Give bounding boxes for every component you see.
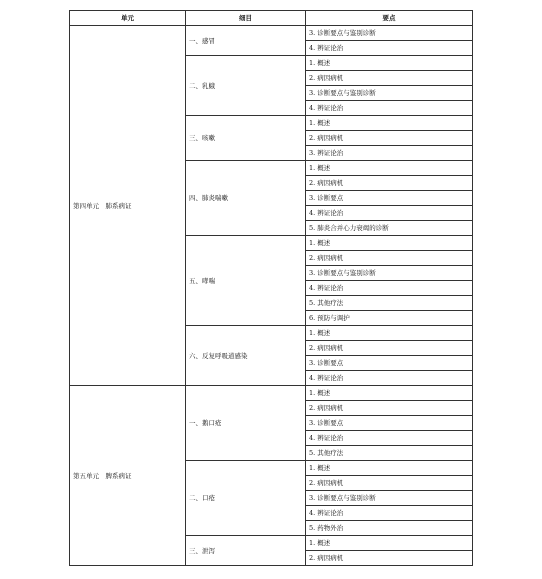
point-cell: 5. 药物外治 xyxy=(306,521,473,536)
header-row xyxy=(70,11,473,26)
point-cell: 2. 病因病机 xyxy=(306,401,473,416)
item-cell: 一、感冒 xyxy=(186,26,306,56)
point-cell: 3. 诊断要点 xyxy=(306,191,473,206)
point-cell: 5. 肺炎合并心力衰竭的诊断 xyxy=(306,221,473,236)
point-cell: 6. 预防与调护 xyxy=(306,311,473,326)
header-unit: 单元 xyxy=(70,11,186,26)
item-cell: 四、肺炎喘嗽 xyxy=(186,161,306,236)
item-cell: 二、乳蛾 xyxy=(186,56,306,116)
point-cell: 4. 辨证论治 xyxy=(306,371,473,386)
point-cell: 1. 概述 xyxy=(306,236,473,251)
point-cell: 4. 辨证论治 xyxy=(306,101,473,116)
point-cell: 3. 诊断要点与鉴别诊断 xyxy=(306,266,473,281)
point-cell: 4. 辨证论治 xyxy=(306,281,473,296)
table-row xyxy=(70,386,473,401)
item-cell: 二、口疮 xyxy=(186,461,306,536)
point-cell: 3. 诊断要点与鉴别诊断 xyxy=(306,491,473,506)
point-cell: 2. 病因病机 xyxy=(306,176,473,191)
point-cell: 1. 概述 xyxy=(306,116,473,131)
point-cell: 4. 辨证论治 xyxy=(306,431,473,446)
point-cell: 2. 病因病机 xyxy=(306,551,473,566)
syllabus-table xyxy=(69,10,473,566)
point-cell: 4. 辨证论治 xyxy=(306,206,473,221)
point-cell: 4. 辨证论治 xyxy=(306,41,473,56)
unit-cell: 第四单元 肺系病证 xyxy=(70,26,186,386)
point-cell: 1. 概述 xyxy=(306,56,473,71)
point-cell: 1. 概述 xyxy=(306,461,473,476)
header-point: 要点 xyxy=(306,11,473,26)
point-cell: 2. 病因病机 xyxy=(306,341,473,356)
point-cell: 1. 概述 xyxy=(306,326,473,341)
point-cell: 3. 诊断要点 xyxy=(306,416,473,431)
item-cell: 三、咳嗽 xyxy=(186,116,306,161)
header-item: 细目 xyxy=(186,11,306,26)
point-cell: 2. 病因病机 xyxy=(306,71,473,86)
point-cell: 1. 概述 xyxy=(306,161,473,176)
point-cell: 3. 诊断要点与鉴别诊断 xyxy=(306,26,473,41)
item-cell: 一、鹅口疮 xyxy=(186,386,306,461)
item-cell: 五、哮喘 xyxy=(186,236,306,326)
point-cell: 5. 其他疗法 xyxy=(306,296,473,311)
point-cell: 3. 诊断要点与鉴别诊断 xyxy=(306,86,473,101)
item-cell: 六、反复呼吸道感染 xyxy=(186,326,306,386)
item-cell: 三、泄泻 xyxy=(186,536,306,566)
point-cell: 1. 概述 xyxy=(306,536,473,551)
table-body xyxy=(70,26,473,566)
point-cell: 3. 诊断要点 xyxy=(306,356,473,371)
point-cell: 4. 辨证论治 xyxy=(306,506,473,521)
point-cell: 5. 其他疗法 xyxy=(306,446,473,461)
point-cell: 2. 病因病机 xyxy=(306,476,473,491)
unit-cell: 第五单元 脾系病证 xyxy=(70,386,186,566)
point-cell: 2. 病因病机 xyxy=(306,251,473,266)
point-cell: 2. 病因病机 xyxy=(306,131,473,146)
point-cell: 3. 辨证论治 xyxy=(306,146,473,161)
point-cell: 1. 概述 xyxy=(306,386,473,401)
table-row xyxy=(70,26,473,41)
